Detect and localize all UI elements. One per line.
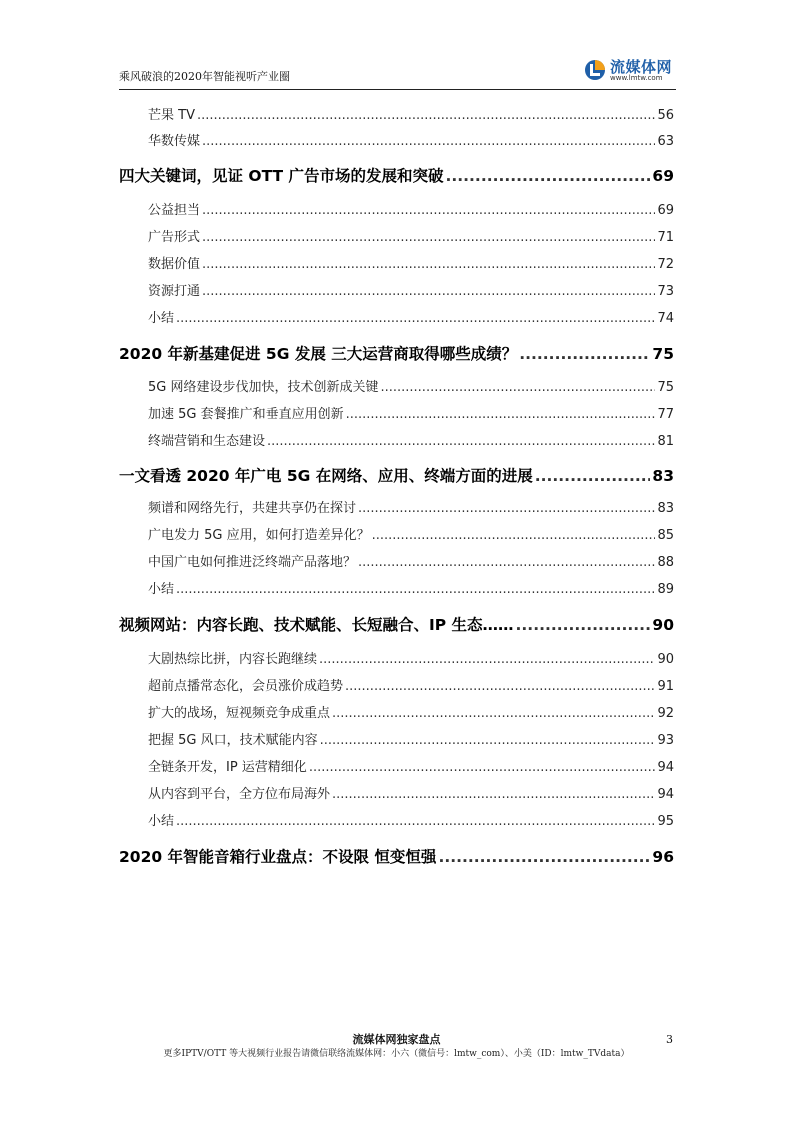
toc-section-entry[interactable] (148, 648, 674, 667)
toc-section-entry[interactable] (148, 104, 674, 123)
toc-leader-dots (319, 652, 655, 667)
toc-entry-title: 芒果 TV (148, 108, 195, 123)
toc-section-entry[interactable] (148, 403, 674, 422)
toc-leader-dots (202, 203, 655, 218)
toc-leader-dots (332, 706, 655, 721)
toc-chapter-entry[interactable] (119, 342, 674, 364)
toc-leader-dots (267, 434, 655, 449)
toc-section-entry[interactable] (148, 307, 674, 326)
toc-entry-title: 2020 年智能音箱行业盘点：不设限 恒变恒强 (119, 848, 437, 866)
toc-entry-page: 75 (657, 380, 674, 395)
page-number: 3 (666, 1033, 673, 1046)
toc-chapter-entry[interactable] (119, 613, 674, 635)
toc-entry-title: 小结 (148, 582, 175, 597)
toc-entry-page: 89 (657, 582, 674, 597)
toc-entry-title: 一文看透 2020 年广电 5G 在网络、应用、终端方面的进展 (119, 467, 533, 485)
toc-entry-page: 74 (657, 311, 674, 326)
toc-section-entry[interactable] (148, 729, 674, 748)
toc-leader-dots (309, 760, 656, 775)
toc-leader-dots (445, 167, 650, 185)
toc-section-entry[interactable] (148, 551, 674, 570)
toc-section-entry[interactable] (148, 430, 674, 449)
toc-entry-page: 91 (657, 679, 674, 694)
toc-entry-page: 75 (652, 345, 674, 363)
toc-entry-page: 56 (657, 108, 674, 123)
toc-chapter-entry[interactable] (119, 464, 674, 486)
toc-entry-page: 94 (657, 787, 674, 802)
toc-entry-title: 超前点播常态化，会员涨价成趋势 (148, 679, 344, 694)
toc-leader-dots (358, 555, 655, 570)
toc-entry-title: 华数传媒 (148, 134, 201, 149)
toc-entry-page: 88 (657, 555, 674, 570)
toc-entry-page: 92 (657, 706, 674, 721)
toc-section-entry[interactable] (148, 675, 674, 694)
toc-entry-title: 2020 年新基建促进 5G 发展 三大运营商取得哪些成绩？ (119, 345, 518, 363)
toc-entry-title: 5G 网络建设步伐加快，技术创新成关键 (148, 380, 379, 395)
toc-section-entry[interactable] (148, 756, 674, 775)
toc-entry-title: 广电发力 5G 应用，如何打造差异化？ (148, 528, 370, 543)
toc-entry-title: 从内容到平台，全方位布局海外 (148, 787, 331, 802)
toc-section-entry[interactable] (148, 524, 674, 543)
toc-entry-title: 公益担当 (148, 203, 201, 218)
toc-entry-title: 加速 5G 套餐推广和垂直应用创新 (148, 407, 344, 422)
toc-entry-title: 数据价值 (148, 257, 201, 272)
footer-note: 更多IPTV/OTT 等大视频行业报告请微信联络流媒体网：小六（微信号：lmtw_com）、小美（ID：lmtw_TVdata） (163, 1049, 630, 1059)
toc-entry-title: 小结 (148, 814, 175, 829)
toc-leader-dots (202, 284, 655, 299)
toc-entry-page: 90 (652, 616, 674, 634)
toc-leader-dots (197, 108, 655, 123)
header-title: 乘风破浪的2020年智能视听产业圈 (119, 70, 290, 83)
toc-entry-page: 81 (657, 434, 674, 449)
toc-entry-page: 96 (652, 848, 674, 866)
toc-leader-dots (380, 380, 655, 395)
toc-entry-title: 大剧热综比拼，内容长跑继续 (148, 652, 318, 667)
toc-entry-title: 小结 (148, 311, 175, 326)
toc-entry-title: 频谱和网络先行，共建共享仍在探讨 (148, 501, 357, 516)
toc-entry-page: 63 (657, 134, 674, 149)
toc-section-entry[interactable] (148, 226, 674, 245)
footer-title: 流媒体网独家盘点 (352, 1033, 441, 1046)
toc-entry-title: 终端营销和生态建设 (148, 434, 266, 449)
toc-section-entry[interactable] (148, 783, 674, 802)
toc-chapter-entry[interactable] (119, 164, 674, 186)
toc-entry-page: 94 (657, 760, 674, 775)
toc-section-entry[interactable] (148, 810, 674, 829)
toc-section-entry[interactable] (148, 702, 674, 721)
toc-leader-dots (202, 257, 655, 272)
toc-leader-dots (332, 787, 655, 802)
toc-section-entry[interactable] (148, 376, 674, 395)
toc-leader-dots (519, 345, 650, 363)
toc-entry-page: 90 (657, 652, 674, 667)
toc-section-entry[interactable] (148, 130, 674, 149)
toc-entry-page: 83 (652, 467, 674, 485)
toc-section-entry[interactable] (148, 578, 674, 597)
toc-leader-dots (346, 407, 656, 422)
toc-entry-page: 77 (657, 407, 674, 422)
toc-entry-title: 视频网站：内容长跑、技术赋能、长短融合、IP 生态…… (119, 616, 514, 634)
toc-entry-title: 资源打通 (148, 284, 201, 299)
toc-entry-page: 73 (657, 284, 674, 299)
toc-leader-dots (176, 814, 655, 829)
toc-leader-dots (535, 467, 651, 485)
toc-section-entry[interactable] (148, 253, 674, 272)
toc-entry-page: 83 (657, 501, 674, 516)
toc-entry-page: 85 (657, 528, 674, 543)
toc-entry-title: 全链条开发，IP 运营精细化 (148, 760, 307, 775)
toc-leader-dots (516, 616, 651, 634)
toc-entry-page: 69 (657, 203, 674, 218)
logo-name: 流媒体网 (610, 58, 673, 76)
toc-leader-dots (358, 501, 655, 516)
toc-section-entry[interactable] (148, 199, 674, 218)
toc-section-entry[interactable] (148, 280, 674, 299)
toc-entry-title: 中国广电如何推进泛终端产品落地？ (148, 555, 357, 570)
toc-leader-dots (438, 848, 650, 866)
toc-entry-page: 95 (657, 814, 674, 829)
toc-leader-dots (202, 230, 655, 245)
toc-entry-page: 71 (657, 230, 674, 245)
toc-section-entry[interactable] (148, 497, 674, 516)
toc-leader-dots (176, 311, 655, 326)
toc-entry-title: 四大关键词，见证 OTT 广告市场的发展和突破 (119, 167, 444, 185)
toc-chapter-entry[interactable] (119, 845, 674, 867)
logo-url: www.lmtw.com (610, 74, 663, 82)
toc-entry-title: 扩大的战场，短视频竞争成重点 (148, 706, 331, 721)
toc-leader-dots (372, 528, 656, 543)
toc-leader-dots (320, 733, 656, 748)
toc-entry-title: 把握 5G 风口，技术赋能内容 (148, 733, 318, 748)
toc-entry-page: 93 (657, 733, 674, 748)
toc-leader-dots (345, 679, 655, 694)
toc-leader-dots (176, 582, 655, 597)
toc-entry-page: 72 (657, 257, 674, 272)
toc-leader-dots (202, 134, 655, 149)
toc-entry-page: 69 (652, 167, 674, 185)
toc-entry-title: 广告形式 (148, 230, 201, 245)
